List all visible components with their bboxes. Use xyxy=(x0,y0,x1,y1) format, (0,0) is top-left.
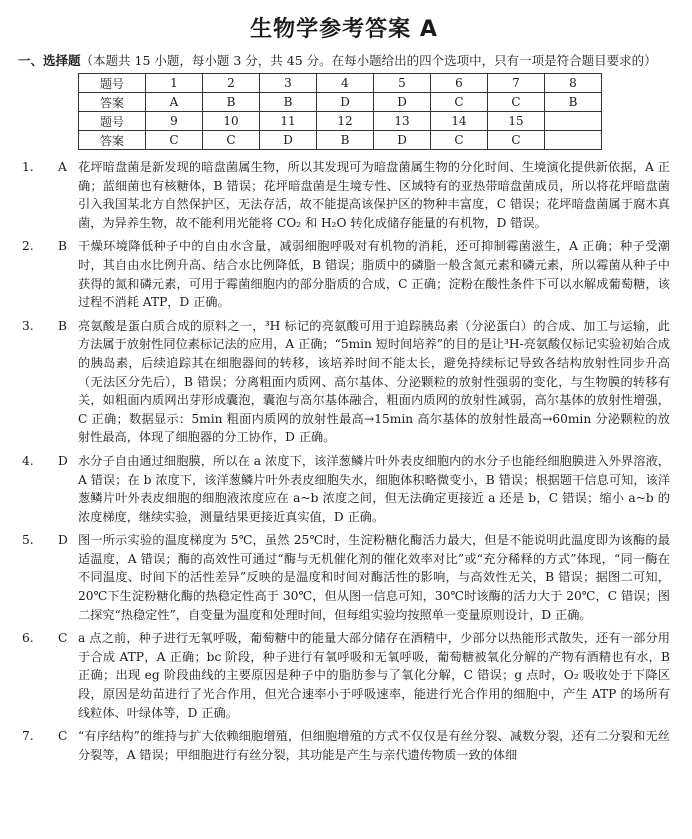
table-cell: C xyxy=(431,131,488,150)
table-cell xyxy=(545,112,602,131)
section-description: （本题共 15 小题，每小题 3 分，共 45 分。在每小题给出的四个选项中，只有一项是符合题目要求的） xyxy=(80,53,657,68)
section-heading xyxy=(18,53,670,69)
explanation-text: “有序结构”的维持与扩大依赖细胞增殖，但细胞增殖的方式不仅仅是有丝分裂、减数分裂，还有二分裂和无丝分裂等，A 错误；甲细胞进行有丝分裂，其功能是产生与亲代遗传物质一致的体细 xyxy=(78,729,670,762)
table-cell: 10 xyxy=(203,112,260,131)
table-cell: D xyxy=(260,131,317,150)
row-header-answer: 答案 xyxy=(79,131,146,150)
table-cell: 6 xyxy=(431,74,488,93)
table-cell: B xyxy=(545,93,602,112)
page-title: 生物学参考答案 A xyxy=(250,17,438,42)
answer-explanation xyxy=(18,158,670,232)
answer-letter: B xyxy=(58,318,67,333)
answer-explanation xyxy=(18,727,670,764)
table-row-answer-1 xyxy=(79,93,602,112)
table-cell: 14 xyxy=(431,112,488,131)
table-cell: B xyxy=(260,93,317,112)
section-label: 一、选择题 xyxy=(18,53,81,68)
table-cell xyxy=(545,131,602,150)
answer-letter: A xyxy=(58,160,67,174)
answer-explanation xyxy=(18,237,670,311)
table-cell: D xyxy=(374,93,431,112)
table-cell: C xyxy=(488,131,545,150)
question-number: 6. xyxy=(22,631,34,646)
table-row-question-2 xyxy=(79,112,602,131)
row-header-question: 题号 xyxy=(79,74,146,93)
answer-explanation xyxy=(18,452,670,526)
answer-letter: D xyxy=(58,533,68,548)
table-cell: C xyxy=(488,93,545,112)
table-cell: C xyxy=(146,131,203,150)
table-cell: 7 xyxy=(488,74,545,93)
answer-letter: C xyxy=(58,729,68,744)
table-cell: 11 xyxy=(260,112,317,131)
explanation-text: 干燥环境降低种子中的自由水含量，减弱细胞呼吸对有机物的消耗，还可抑制霉菌滋生，A 正确；种子受潮时，其自由水比例升高、结合水比例降低，B 错误；脂质中的磷脂一般含氮元素和磷元素，所以霉菌从种子中获得的氮和磷元素，可用于霉菌细胞内的部分脂质的合成，C 正确；淀粉在酸性条件下可以水解成葡萄糖，该过程不消耗 ATP，D 正确。 xyxy=(78,239,670,310)
table-cell: 5 xyxy=(374,74,431,93)
table-cell: C xyxy=(431,93,488,112)
table-cell: 1 xyxy=(146,74,203,93)
table-cell: 8 xyxy=(545,74,602,93)
question-number: 2. xyxy=(22,239,34,254)
question-number: 4. xyxy=(22,453,34,468)
row-header-answer: 答案 xyxy=(79,93,146,112)
table-cell: 2 xyxy=(203,74,260,93)
table-cell: D xyxy=(374,131,431,150)
table-cell: 15 xyxy=(488,112,545,131)
question-number: 3. xyxy=(22,318,34,333)
table-row-answer-2 xyxy=(79,131,602,150)
question-number: 5. xyxy=(22,533,34,548)
answer-letter: C xyxy=(58,631,68,646)
question-number: 1. xyxy=(22,160,34,174)
answer-table xyxy=(78,73,602,150)
table-cell: 9 xyxy=(146,112,203,131)
answer-letter: B xyxy=(58,239,67,254)
explanation-text: a 点之前，种子进行无氧呼吸，葡萄糖中的能量大部分储存在酒精中，少部分以热能形式散失，还有一部分用于合成 ATP，A 正确；bc 阶段，种子进行有氧呼吸和无氧呼吸，葡萄糖被氧化分解的产物有酒精也有水，B 正确；出现 eg 阶段曲线的主要原因是种子中的脂肪参与了氧化分解，C 错误；g 点时，O₂ 吸收处于下降区段，原因是幼苗进行了光合作用，但光合速率小于呼吸速率，能进行光合作用的细胞中，产生 ATP 的场所有线粒体、叶绿体等，D 正确。 xyxy=(78,631,670,720)
table-cell: 13 xyxy=(374,112,431,131)
answer-letter: D xyxy=(58,453,68,468)
explanation-text: 花坪暗盘菌是新发现的暗盘菌属生物，所以其发现可为暗盘菌属生物的分化时间、生境演化提供新依据，A 正确；蓝细菌也有核糖体，B 错误；花坪暗盘菌是生境专性、区域特有的亚热带暗盘菌成员，所以将花坪暗盘菌引入我国某北方自然保护区，无法存活，故不能提高该保护区的物种丰富度，C 错误；花坪暗盘菌属于腐木真菌，为异养生物，故不能利用光能将 CO₂ 和 H₂O 转化成储存能量的有机物，D 错误。 xyxy=(78,160,670,230)
answer-explanation xyxy=(18,531,670,624)
table-cell: B xyxy=(317,131,374,150)
question-number: 7. xyxy=(22,729,34,744)
row-header-question: 题号 xyxy=(79,112,146,131)
answer-explanation xyxy=(18,629,670,722)
table-cell: 4 xyxy=(317,74,374,93)
explanation-text: 图一所示实验的温度梯度为 5℃，虽然 25℃时，生淀粉糖化酶活力最大，但是不能说明此温度即为该酶的最适温度，A 错误；酶的高效性可通过“酶与无机催化剂的催化效率对比”或“充分稀释的方式”体现，“同一酶在不同温度、时间下的活性差异”反映的是温度和时间对酶活性的影响，与高效性无关，B 错误；据图二可知，20℃下生淀粉糖化酶的热稳定性高于 30℃，但从图一信息可知，30℃时该酶的活力大于 20℃，C 错误；图二探究“热稳定性”，自变量为温度和处理时间，但每组实验均按照单一变量原则设计，D 正确。 xyxy=(78,533,670,622)
table-cell: 12 xyxy=(317,112,374,131)
answer-explanation xyxy=(18,317,670,447)
explanation-text: 水分子自由通过细胞膜，所以在 a 浓度下，该洋葱鳞片叶外表皮细胞内的水分子也能经细胞膜进入外界溶液，A 错误；在 b 浓度下，该洋葱鳞片叶外表皮细胞失水，细胞体积略微变小，B 错误；根据题干信息可知，该洋葱鳞片叶外表皮细胞的细胞液浓度应在 a~b 浓度之间，但无法确定更接近 a 还是 b，C 错误；缩小 a~b 的浓度梯度，继续实验，测量结果更接近真实值，D 正确。 xyxy=(78,453,670,524)
table-cell: B xyxy=(203,93,260,112)
explanation-text: 亮氨酸是蛋白质合成的原料之一，³H 标记的亮氨酸可用于追踪胰岛素（分泌蛋白）的合成、加工与运输，此方法属于放射性同位素标记法的应用，A 正确；“5min 短时间培养”的目的是让³H-亮氨酸仅标记实验初始合成的胰岛素，后续追踪其在细胞器间的转移，该培养时间不能太长，避免持续标记导致各结构放射性同步升高（无法区分先后），B 错误；分离粗面内质网、高尔基体、分泌颗粒的放射性强弱的变化，与生物膜的转移有关，如粗面内质网出芽形成囊泡，囊泡与高尔基体融合，粗面内质网的放射性减弱，高尔基体的放射性增强，C 正确；数据显示：5min 粗面内质网的放射性最高→15min 高尔基体的放射性最高→60min 分泌颗粒的放射性最高，体现了细胞器的分工协作，D 正确。 xyxy=(78,318,670,445)
table-row-question-1 xyxy=(79,74,602,93)
table-cell: D xyxy=(317,93,374,112)
table-cell: A xyxy=(146,93,203,112)
table-cell: 3 xyxy=(260,74,317,93)
table-cell: C xyxy=(203,131,260,150)
